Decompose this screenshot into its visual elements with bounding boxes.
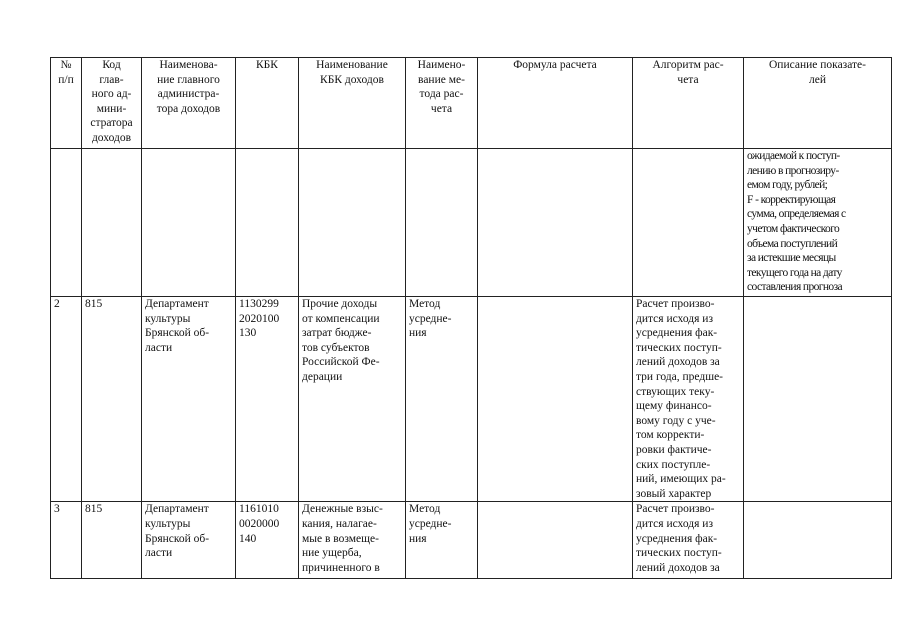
header-kbk-name: Наименование КБК доходов xyxy=(299,58,406,149)
table-row xyxy=(51,502,892,579)
cell-method: Метод усредне- ния xyxy=(406,502,478,579)
table-row xyxy=(51,149,892,297)
cell-kbk-name: Денежные взыс- кания, налагае- мые в возмеще- ние ущерба, причиненного в xyxy=(299,502,406,579)
table-header-row xyxy=(51,58,892,149)
cell-num: 3 xyxy=(51,502,82,579)
cell-admin-code xyxy=(82,149,142,297)
header-algorithm: Алгоритм рас- чета xyxy=(633,58,744,149)
cell-kbk xyxy=(236,149,299,297)
header-description: Описание показате- лей xyxy=(744,58,892,149)
cell-admin-name: Департамент культуры Брянской об- ласти xyxy=(142,297,236,502)
cell-description xyxy=(744,297,892,502)
cell-kbk: 1161010 0020000 140 xyxy=(236,502,299,579)
cell-admin-name: Департамент культуры Брянской об- ласти xyxy=(142,502,236,579)
revenue-forecast-table xyxy=(50,57,892,579)
cell-kbk-name: Прочие доходы от компенсации затрат бюдже- тов субъектов Российской Фе- дерации xyxy=(299,297,406,502)
header-num: № п/п xyxy=(51,58,82,149)
cell-formula xyxy=(478,502,633,579)
cell-formula xyxy=(478,149,633,297)
header-kbk: КБК xyxy=(236,58,299,149)
header-admin-name: Наименова- ние главного администра- тора доходов xyxy=(142,58,236,149)
cell-num xyxy=(51,149,82,297)
cell-num: 2 xyxy=(51,297,82,502)
header-formula: Формула расчета xyxy=(478,58,633,149)
cell-method xyxy=(406,149,478,297)
cell-description: ожидаемой к поступ- лению в прогнозиру- емом году, рублей; F - корректирующая сумма, определяемая с учетом фактического объема поступлений за истекшие месяцы текущего года на дату составления прогноза xyxy=(744,149,892,297)
cell-kbk-name xyxy=(299,149,406,297)
cell-admin-code: 815 xyxy=(82,502,142,579)
cell-algorithm: Расчет произво- дится исходя из усреднения фак- тических поступ- лений доходов за xyxy=(633,502,744,579)
table-row xyxy=(51,297,892,502)
cell-kbk: 1130299 2020100 130 xyxy=(236,297,299,502)
cell-admin-name xyxy=(142,149,236,297)
cell-algorithm: Расчет произво- дится исходя из усреднения фак- тических поступ- лений доходов за три года, предше- ствующих теку- щему финансо- вому году с уче- том корректи- ровки фактиче- ских поступле- ний, имеющих ра- зовый характер xyxy=(633,297,744,502)
cell-method: Метод усредне- ния xyxy=(406,297,478,502)
cell-description xyxy=(744,502,892,579)
cell-algorithm xyxy=(633,149,744,297)
cell-formula xyxy=(478,297,633,502)
header-method: Наимено- вание ме- тода рас- чета xyxy=(406,58,478,149)
header-admin-code: Код глав- ного ад- мини- стратора доходов xyxy=(82,58,142,149)
cell-admin-code: 815 xyxy=(82,297,142,502)
